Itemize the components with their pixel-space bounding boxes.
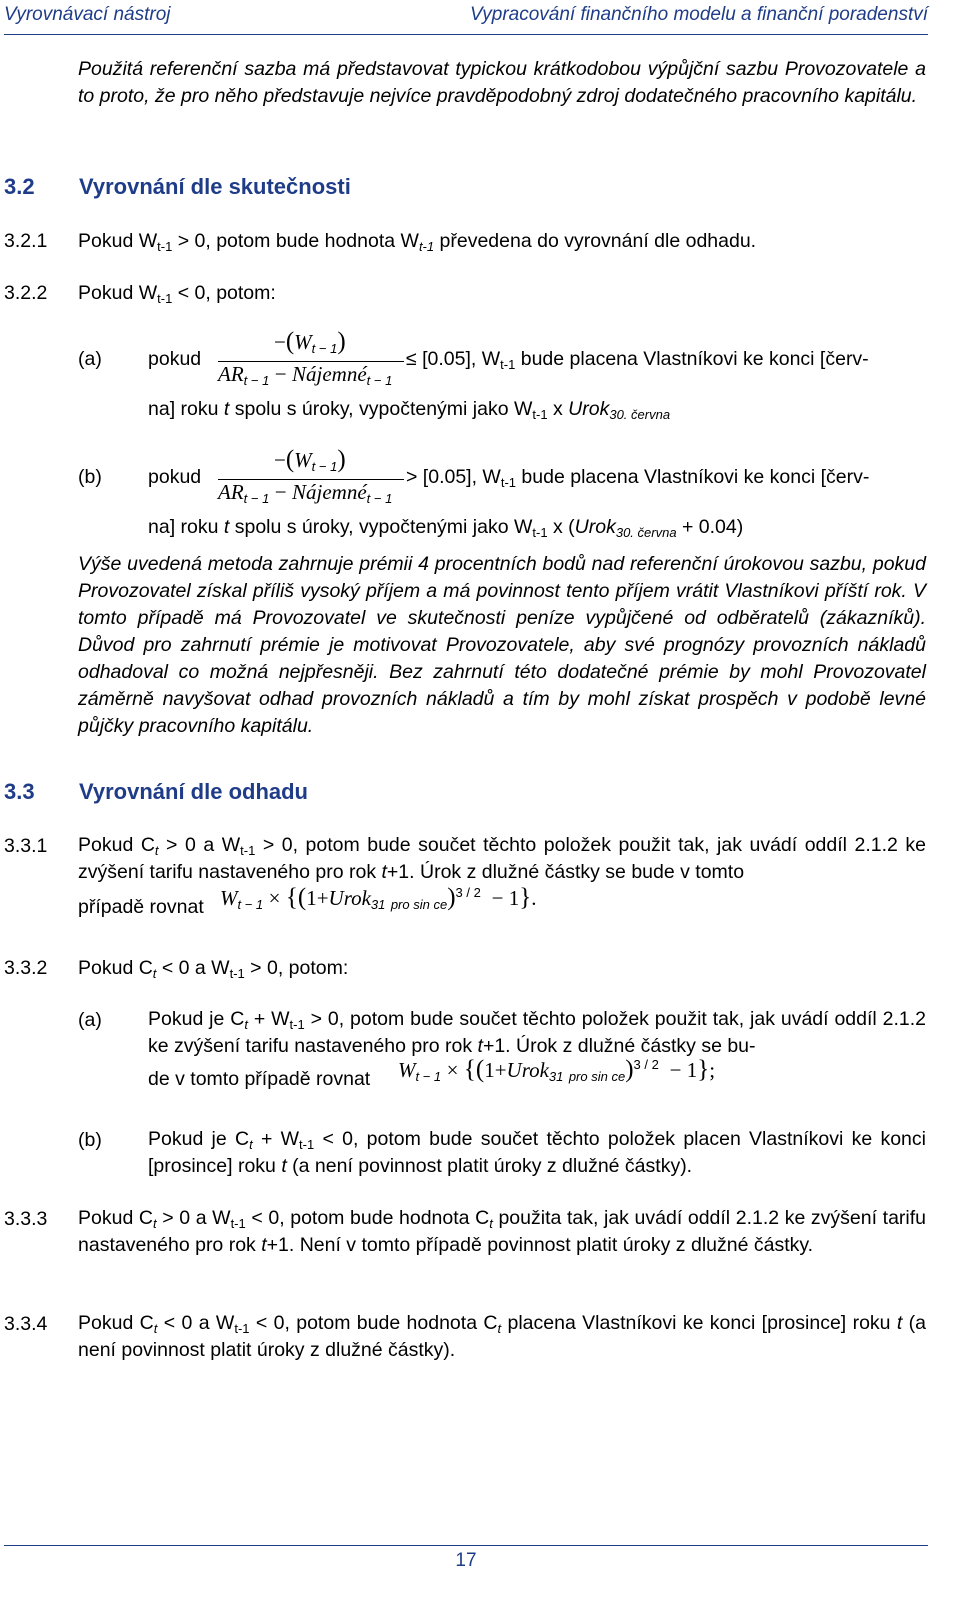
clause-number-3-3-2: 3.3.2 xyxy=(4,957,48,979)
fraction-b: $-(W_{t - 1})$ $AR_{t - 1}$ − Nájemné$_{t - 1}$ xyxy=(218,446,404,512)
clause-3-2-1: Pokud $W_{t-1} > 0$, potom bude hodnota $W_{t-1}$ převedena do vyrovnání dle odhadu. xyxy=(78,230,757,254)
clause-number-3-2-2: 3.2.2 xyxy=(4,282,48,304)
clause-number-3-2-1: 3.2.1 xyxy=(4,230,48,252)
item-a-line2: na] roku t spolu s úroky, vypočtenými jako $W_{t-1}$ x Urok$_{30. června}$ xyxy=(148,398,671,422)
page-number: 17 xyxy=(455,1550,477,1571)
header-right: Vypracování finančního modelu a finanční poradenství xyxy=(469,4,928,25)
premium-paragraph: Výše uvedená metoda zahrnuje prémii 4 procentních bodů nad referenční úrokovou sazbu, pokud Provozovatel získal příliš vysoký příjem a má povinnost tento příjem vrátit Vlastníkovi příští rok. V tomto případě má Provozovatel ve skutečnosti peníze vypůjčené od odběratelů (zákazníků). Důvod pro zahrnutí prémie je motivovat Provozovatele, aby své prognózy provozních nákladů odhadoval co možná nejpřesněji. Bez zahrnutí této dodatečné prémie by mohl Provozovatel záměrně navyšovat odhad provozních nákladů a tím by mohl získat prospěch v podobě levné půjčky pracovního kapitálu. xyxy=(78,553,926,737)
item-b-condition: > [0.05], $W_{t-1}$ bude placena Vlastníkovi ke konci [červ- xyxy=(406,466,870,490)
clause-3-3-1-formula-line: případě rovnat xyxy=(78,896,204,918)
footer-rule xyxy=(4,1545,928,1546)
item-3-3-2-a-label: (a) xyxy=(78,1009,102,1031)
clause-3-3-2: Pokud $C_t < 0$ a $W_{t-1} > 0$, potom: xyxy=(78,957,349,981)
item-b-line2: na] roku t spolu s úroky, vypočtenými jako $W_{t-1}$ x (Urok$_{30. června}$ + 0.04) xyxy=(148,516,744,540)
clause-number-3-3-4: 3.3.4 xyxy=(4,1313,48,1335)
item-a-pokud: pokud xyxy=(148,348,202,370)
item-3-3-2-b-text: Pokud je $C_t + W_{t-1} < 0$, potom bude součet těchto položek placen Vlastníkovi ke konci [prosince] roku t (a není povinnost platit úroky z dlužné částky). xyxy=(148,1128,926,1177)
fraction-a: $-(W_{t - 1})$ $AR_{t - 1}$ − Nájemné$_{t - 1}$ xyxy=(218,328,404,394)
clause-3-3-1: Pokud $C_t > 0$ a $W_{t-1} > 0$, potom bude součet těchto položek použit tak, jak uvádí oddíl 2.1.2 ke zvýšení tarifu nastaveného pro rok t+1. Úrok z dlužné částky se bude v tomto xyxy=(78,834,926,883)
item-3-3-2-b-label: (b) xyxy=(78,1129,102,1151)
item-3-3-2-a-formula-line: de v tomto případě rovnat xyxy=(148,1068,371,1090)
clause-3-2-2: Pokud $W_{t-1} < 0$, potom: xyxy=(78,282,276,306)
clause-3-3-4: Pokud $C_t < 0$ a $W_{t-1} < 0$, potom bude hodnota $C_t$ placena Vlastníkovi ke konci [prosince] roku t (a není povinnost platit úroky z dlužné částky). xyxy=(78,1312,927,1361)
item-b-label: (b) xyxy=(78,466,102,488)
header-rule xyxy=(4,34,928,35)
item-3-3-2-a-text: Pokud je $C_t + W_{t-1} > 0$, potom bude součet těchto položek použit tak, jak uvádí oddíl 2.1.2 ke zvýšení tarifu nastaveného pro rok t+1. Úrok z dlužné částky se bu- xyxy=(148,1008,926,1057)
formula-interest-2: $W_{t - 1}$ × {(1+Urok$_{31}$ $_{pro sin ce}$)$^{3 / 2}$ − 1}; xyxy=(398,1056,716,1084)
page-header xyxy=(4,4,928,34)
header-left: Vyrovnávací nástroj xyxy=(4,4,171,25)
clause-3-3-3: Pokud $C_t > 0$ a $W_{t-1} < 0$, potom bude hodnota $C_t$ použita tak, jak uvádí oddíl 2.1.2 ke zvýšení tarifu nastaveného pro rok t+1. Není v tomto případě povinnost platit úroky z dlužné částky. xyxy=(78,1207,927,1256)
item-b-pokud: pokud xyxy=(148,466,202,488)
clause-number-3-3-1: 3.3.1 xyxy=(4,835,48,857)
item-a-label: (a) xyxy=(78,348,102,370)
clause-number-3-3-3: 3.3.3 xyxy=(4,1208,48,1230)
intro-paragraph: Použitá referenční sazba má představovat typickou krátkodobou výpůjční sazbu Provozovatele a to proto, že pro něho představuje nejvíce pravděpodobný zdroj dodatečného pracovního kapitálu. xyxy=(78,58,926,107)
formula-interest-1: $W_{t - 1}$ × {(1+Urok$_{31}$ $_{pro sin ce}$)$^{3 / 2}$ − 1}. xyxy=(220,884,537,912)
item-a-condition: ≤ [0.05], $W_{t-1}$ bude placena Vlastníkovi ke konci [červ- xyxy=(406,348,869,372)
